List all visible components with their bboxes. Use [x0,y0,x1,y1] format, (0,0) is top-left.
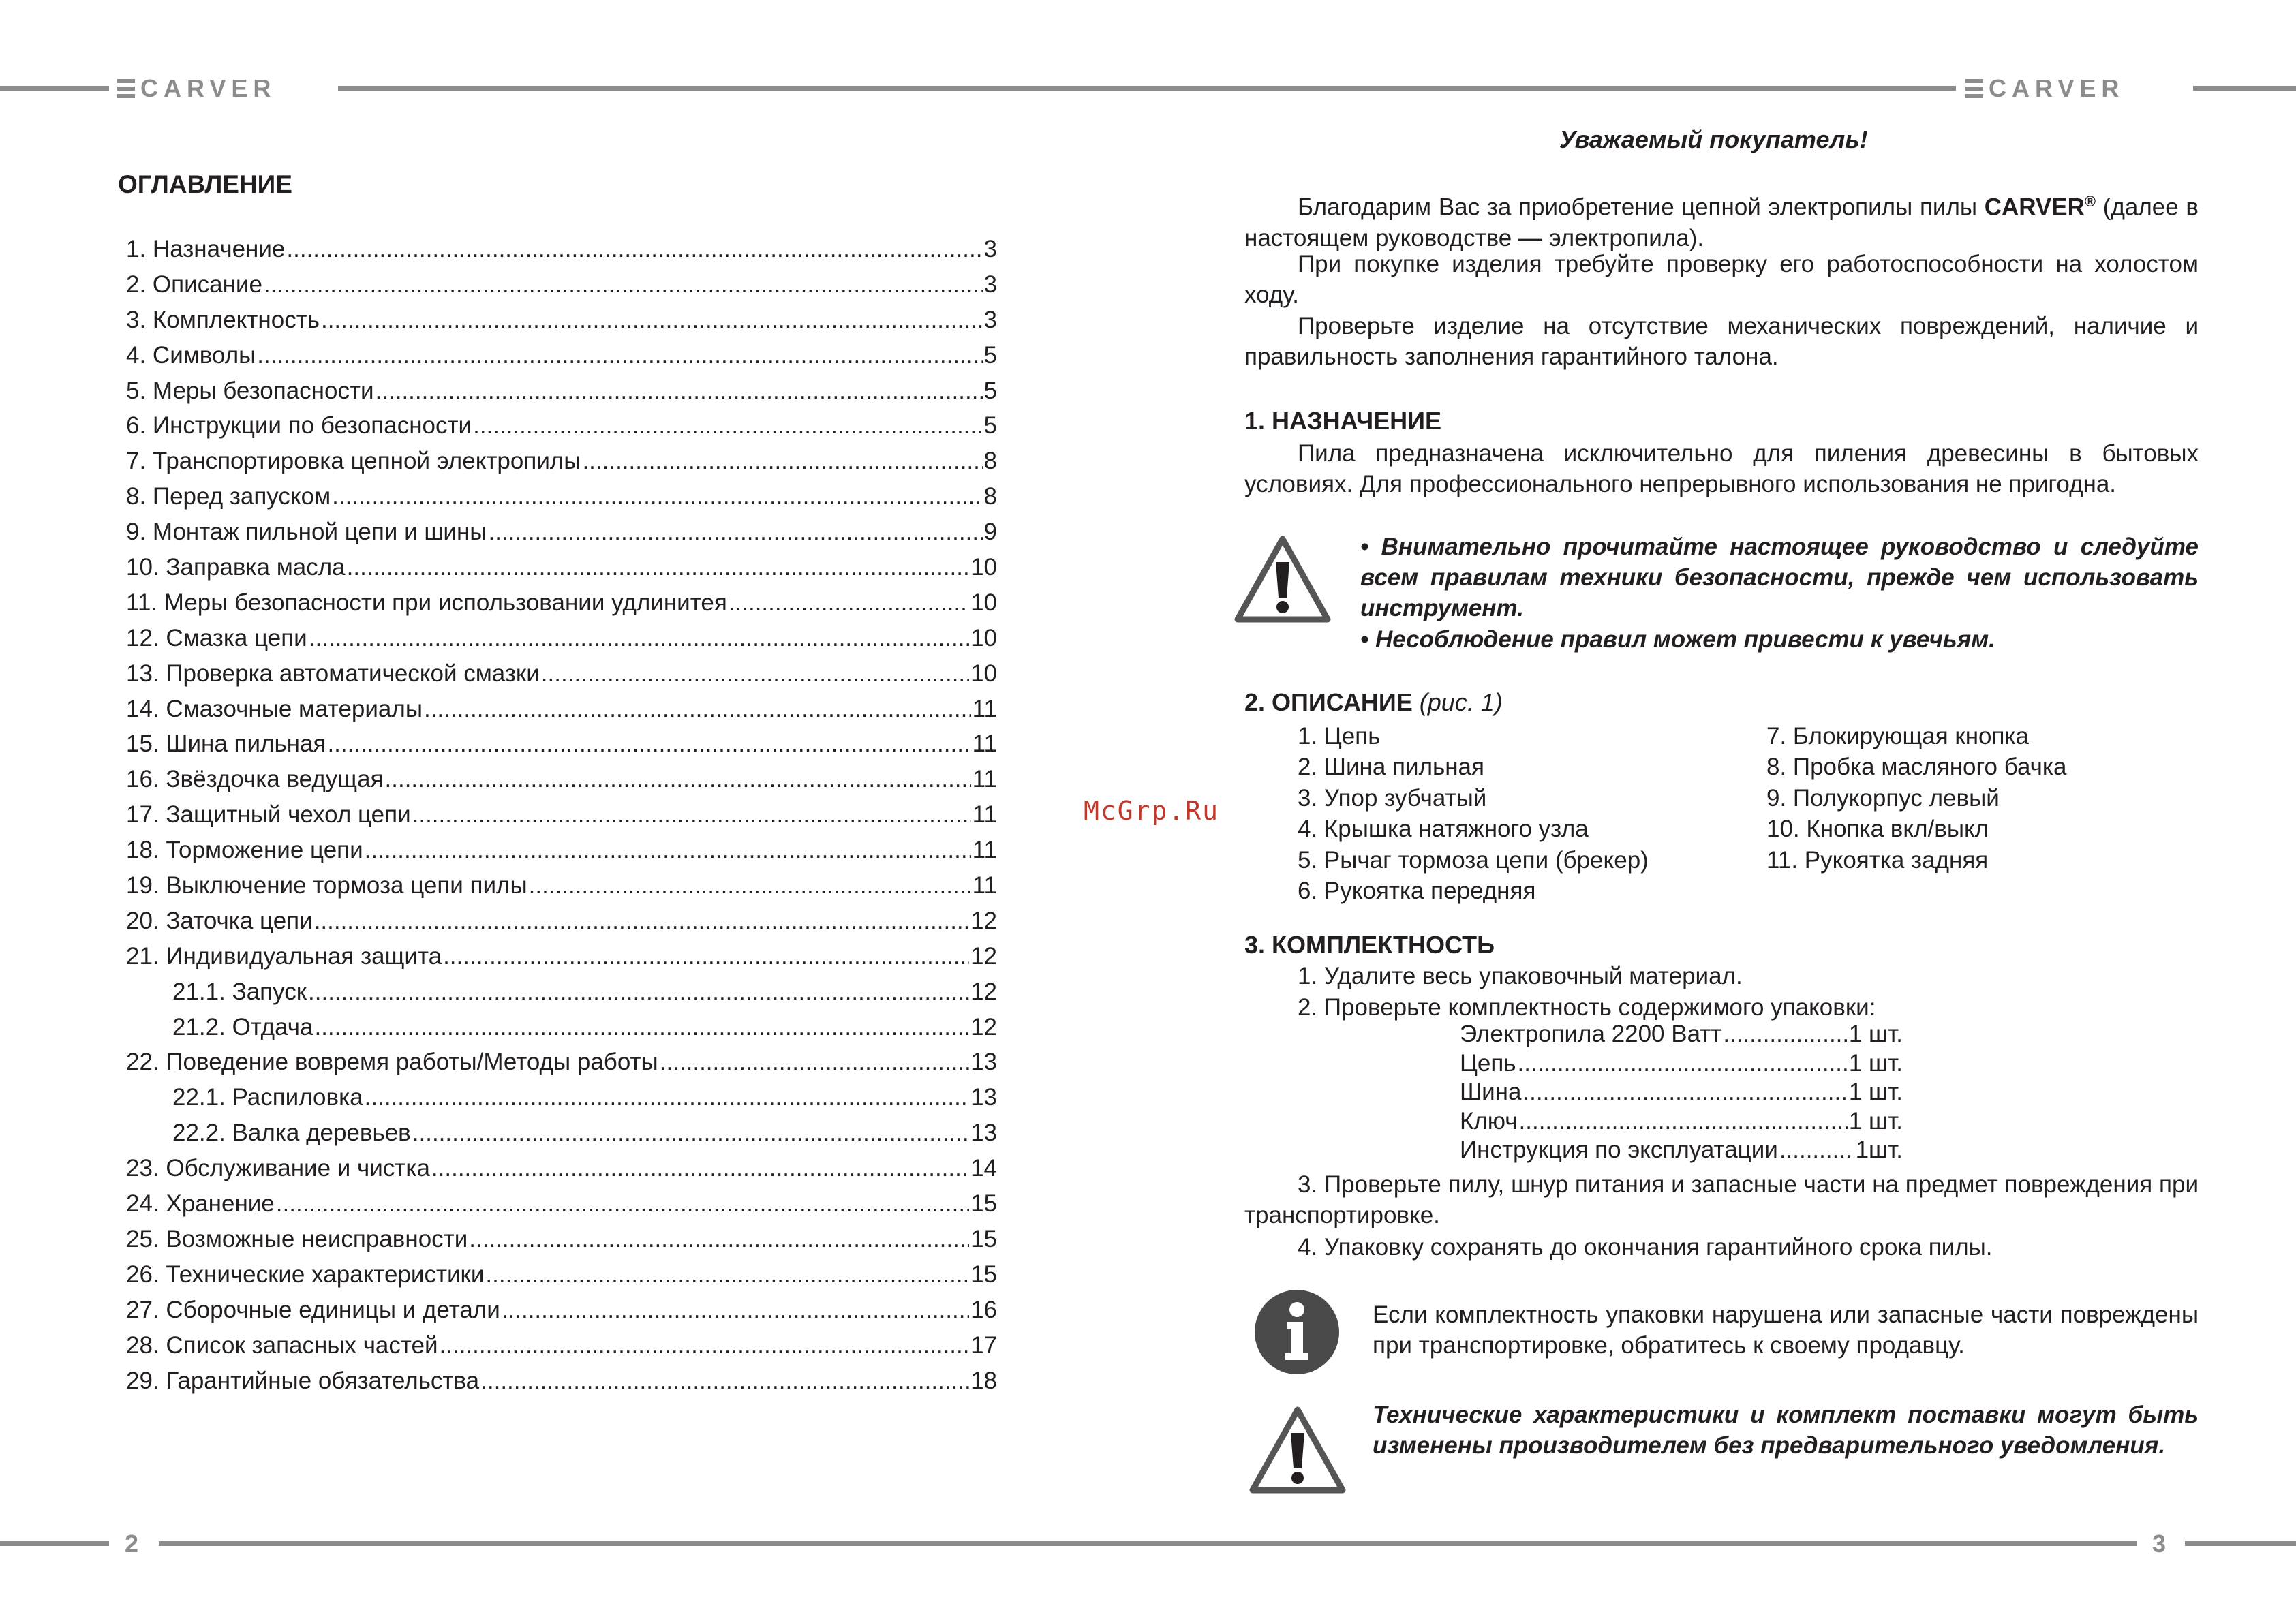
toc-item [126,519,997,554]
toc-leader [286,236,982,263]
toc-item-page: 10 [970,624,997,651]
intro-paragraph-3: Проверьте изделие на отсутствие механических повреждений, наличие и правильность заполнения гарантийного талона. [1244,313,2199,370]
toc-item [126,236,997,271]
intro-text: (далее в настоящем руководстве — электропила). [1244,194,2199,251]
toc-item-page: 11 [972,872,997,899]
toc-item-page: 18 [970,1367,997,1394]
toc-item-title: 2. Описание [126,270,262,298]
toc-item [126,1190,997,1226]
toc-item-title: 7. Транспортировка цепной электропилы [126,448,581,475]
kit-item-qty: 1 шт. [1848,1049,1903,1077]
toc-leader [412,801,971,829]
header-rule-center [338,86,1956,91]
header-rule-left [0,86,109,91]
toc-item [126,1014,997,1049]
toc-item-title: 18. Торможение цепи [126,837,363,864]
toc-leader [314,1014,969,1041]
toc-item-title: 14. Смазочные материалы [126,695,423,722]
toc-item [126,1332,997,1367]
part-item: 6. Рукоятка передняя [1298,878,1536,905]
toc-item-page: 9 [983,519,997,546]
toc-item-title: 12. Смазка цепи [126,624,307,651]
toc-item [126,1261,997,1297]
kit-item-name: Электропила 2200 Ватт [1460,1021,1722,1047]
part-item: 7. Блокирующая кнопка [1766,723,2029,749]
parts-list-left [1298,721,1649,906]
toc-item-page: 11 [972,695,997,722]
toc-leader [424,696,971,723]
toc-item-title: 23. Обслуживание и чистка [126,1155,430,1182]
kit-leader [1723,1021,1847,1048]
toc-leader [440,1332,970,1359]
toc-item-title: 16. Звёздочка ведущая [126,766,384,793]
toc-item-title: 22.2. Валка деревьев [172,1119,411,1147]
toc-item-page: 3 [983,270,997,298]
toc-item [126,801,997,837]
toc-item-title: 29. Гарантийные обязательства [126,1367,480,1394]
toc-item-title: 10. Заправка масла [126,554,346,581]
warning-triangle-icon [1249,1406,1347,1494]
toc-item-page: 11 [972,837,997,864]
toc-item-title: 27. Сборочные единицы и детали [126,1296,500,1323]
toc-leader [347,554,969,581]
toc-item-page: 8 [983,483,997,510]
toc-item-title: 17. Защитный чехол цепи [126,801,411,829]
toc-item-page: 13 [970,1084,997,1111]
warning-note: Технические характеристики и комплект поставки могут быть изменены производителем без предварительного уведомления. [1373,1402,2199,1459]
toc-item-title: 21. Индивидуальная защита [126,942,442,970]
toc-leader [582,448,982,475]
toc-item [126,1297,997,1332]
toc-item-page: 15 [970,1225,997,1252]
toc-item-title: 21.2. Отдача [172,1013,313,1040]
part-item: 3. Упор зубчатый [1298,784,1487,812]
toc-item-page: 13 [970,1049,997,1076]
kit-item-name: Цепь [1460,1049,1516,1077]
toc-item-title: 4. Символы [126,341,256,369]
toc-item [126,448,997,483]
toc-item-title: 21.1. Запуск [172,978,307,1005]
toc-item-page: 12 [970,942,997,970]
toc-leader [529,872,971,899]
toc-leader [327,730,970,758]
part-item: 2. Шина пильная [1298,754,1484,781]
toc-item [126,589,997,625]
toc-item-title: 22.1. Распиловка [172,1084,363,1111]
toc-item-page: 5 [983,377,997,404]
toc-leader [541,660,969,687]
kit-item [1460,1050,1903,1079]
part-item: 11. Рукоятка задняя [1766,846,1989,874]
toc-leader [412,1119,969,1147]
info-note: Если комплектность упаковки нарушена или запасные части повреждены при транспортировке, обратитесь к своему продавцу. [1373,1301,2199,1359]
toc-item-page: 8 [983,448,997,475]
info-icon [1253,1288,1341,1376]
toc-item-page: 16 [970,1296,997,1323]
toc-item-title: 22. Поведение вовремя работы/Методы работы [126,1049,658,1076]
toc-item-page: 10 [970,589,997,616]
toc-item [126,837,997,872]
part-item: 9. Полукорпус левый [1766,784,2000,812]
kit-item [1460,1079,1903,1108]
part-item: 8. Пробка масляного бачка [1766,754,2067,781]
kit-step-3: 3. Проверьте пилу, шнур питания и запасные части на предмет повреждения при транспортировке. [1244,1171,2199,1228]
toc-item-title: 3. Комплектность [126,306,320,333]
section-1-heading: 1. НАЗНАЧЕНИЕ [1244,407,1442,435]
toc-item-title: 6. Инструкции по безопасности [126,412,472,439]
kit-item [1460,1021,1903,1050]
intro-paragraph-1 [1244,186,2199,253]
toc-item-title: 5. Меры безопасности [126,377,374,404]
toc-leader [257,342,982,369]
intro-paragraph-2: При покупке изделия требуйте проверку его работоспособности на холостом ходу. [1244,251,2199,308]
toc-item-page: 3 [983,236,997,262]
intro-text: Благодарим Вас за приобретение цепной электропилы пилы [1298,194,1985,221]
table-of-contents [126,236,997,1402]
kit-step-2: 2. Проверьте комплектность содержимого упаковки: [1298,994,1876,1021]
toc-leader [431,1155,969,1182]
toc-item [126,696,997,731]
toc-item-page: 11 [972,801,997,829]
footer-rule-left [0,1541,109,1546]
warning-injury: • Несоблюдение правил может привести к увечьям. [1360,626,1995,653]
parts-list-right [1766,721,2066,876]
toc-item-page: 3 [983,306,997,333]
toc-leader [365,837,971,864]
toc-leader [469,1226,969,1253]
toc-item [126,412,997,448]
toc-leader [264,271,983,298]
warning-read-manual: • Внимательно прочитайте настоящее руководство и следуйте всем правилам техники безопасности, прежде чем использовать инструмент. [1360,534,2199,621]
toc-item [126,1119,997,1155]
toc-item [126,342,997,377]
kit-step-4: 4. Упаковку сохранять до окончания гарантийного срока пилы. [1298,1234,1993,1261]
toc-item-page: 12 [970,978,997,1005]
toc-item-title: 25. Возможные неисправности [126,1225,468,1252]
toc-item-title: 8. Перед запуском [126,483,331,510]
toc-leader [309,625,969,652]
toc-item [126,943,997,978]
toc-item [126,908,997,943]
toc-item-page: 12 [970,1013,997,1040]
header-rule-right [2193,86,2296,91]
toc-leader [480,1367,969,1395]
brand-name: CARVER [1984,194,2085,221]
toc-item [126,483,997,519]
toc-leader [729,589,969,617]
toc-leader [443,943,969,970]
toc-leader [660,1049,969,1076]
toc-item-page: 15 [970,1261,997,1288]
watermark: McGrp.Ru [1084,796,1220,826]
toc-leader [321,307,983,334]
toc-item-page: 5 [983,412,997,439]
toc-item-title: 9. Монтаж пильной цепи и шины [126,519,487,546]
toc-item [126,872,997,908]
toc-item [126,766,997,801]
toc-item-page: 5 [983,341,997,369]
toc-leader [332,483,982,510]
kit-item-qty: 1 шт. [1848,1107,1903,1134]
section-2-heading: 2. ОПИСАНИЕ [1244,688,1413,716]
page-number-right: 3 [2152,1530,2167,1558]
toc-item-page: 10 [970,554,997,581]
toc-item-page: 12 [970,907,997,934]
toc-item-title: 24. Хранение [126,1190,275,1218]
kit-leader [1522,1079,1847,1106]
kit-leader [1779,1137,1854,1164]
kit-leader [1519,1108,1848,1135]
toc-item [126,377,997,413]
part-item: 1. Цепь [1298,723,1381,749]
kit-item-name: Ключ [1460,1107,1518,1134]
toc-item-page: 17 [970,1331,997,1359]
toc-leader [485,1261,969,1288]
kit-item-name: Инструкция по эксплуатации [1460,1137,1778,1164]
kit-item-qty: 1 шт. [1848,1079,1903,1106]
toc-item [126,1367,997,1403]
toc-leader [473,412,982,439]
toc-item [126,625,997,660]
toc-item [126,1049,997,1084]
toc-item-title: 15. Шина пильная [126,730,326,758]
toc-leader [276,1190,969,1218]
toc-item [126,730,997,766]
kit-item-qty: 1шт. [1855,1137,1903,1164]
toc-item-page: 13 [970,1119,997,1147]
registered-mark: ® [2084,193,2096,210]
brand-logo-left: CARVER [117,75,276,102]
toc-item [126,1155,997,1190]
toc-leader [308,978,969,1006]
toc-item-title: 20. Заточка цепи [126,907,313,934]
part-item: 4. Крышка натяжного узла [1298,816,1589,843]
kit-contents [1460,1021,1903,1166]
toc-item-page: 14 [970,1155,997,1182]
toc-item-title: 11. Меры безопасности при использовании удлинитея [126,589,727,616]
kit-item [1460,1108,1903,1137]
footer-rule-right [2185,1541,2296,1546]
toc-leader [385,766,971,793]
section-1-text: Пила предназначена исключительно для пиления древесины в бытовых условиях. Для профессионального непрерывного использования не пригодна. [1244,440,2199,497]
toc-item-page: 11 [972,766,997,793]
toc-leader [376,377,983,405]
footer-rule-center [159,1541,2137,1546]
toc-item [126,660,997,696]
toc-leader [502,1297,969,1324]
toc-item-title: 1. Назначение [126,236,286,262]
toc-item [126,554,997,589]
section-2-heading-line [1244,688,1503,717]
toc-item [126,1084,997,1119]
kit-item-qty: 1 шт. [1848,1021,1903,1047]
toc-leader [365,1084,969,1111]
warning-triangle-icon [1234,535,1332,623]
toc-leader [314,908,969,935]
figure-reference: (рис. 1) [1419,688,1503,716]
toc-item-title: 19. Выключение тормоза цепи пилы [126,872,527,899]
toc-item-title: 26. Технические характеристики [126,1261,485,1288]
section-3-heading: 3. КОМПЛЕКТНОСТЬ [1244,931,1495,959]
part-item: 10. Кнопка вкл/выкл [1766,816,1989,843]
part-item: 5. Рычаг тормоза цепи (брекер) [1298,846,1649,874]
toc-item-page: 15 [970,1190,997,1218]
toc-title: ОГЛАВЛЕНИЕ [118,170,292,198]
toc-item [126,307,997,342]
kit-step-1: 1. Удалите весь упаковочный материал. [1298,963,1743,989]
brand-mark-icon [1965,79,1983,98]
brand-logo-right: CARVER [1965,75,2124,102]
page-number-left: 2 [125,1530,139,1558]
toc-item [126,271,997,307]
kit-item [1460,1137,1903,1166]
greeting: Уважаемый покупатель! [1559,125,1868,153]
kit-item-name: Шина [1460,1079,1522,1106]
toc-item-title: 28. Список запасных частей [126,1331,438,1359]
toc-item-title: 13. Проверка автоматической смазки [126,660,540,687]
toc-item [126,978,997,1014]
toc-leader [488,519,982,546]
brand-mark-icon [117,79,135,98]
toc-item-page: 10 [970,660,997,687]
kit-leader [1518,1050,1848,1077]
toc-item-page: 11 [972,730,997,758]
toc-item [126,1226,997,1261]
